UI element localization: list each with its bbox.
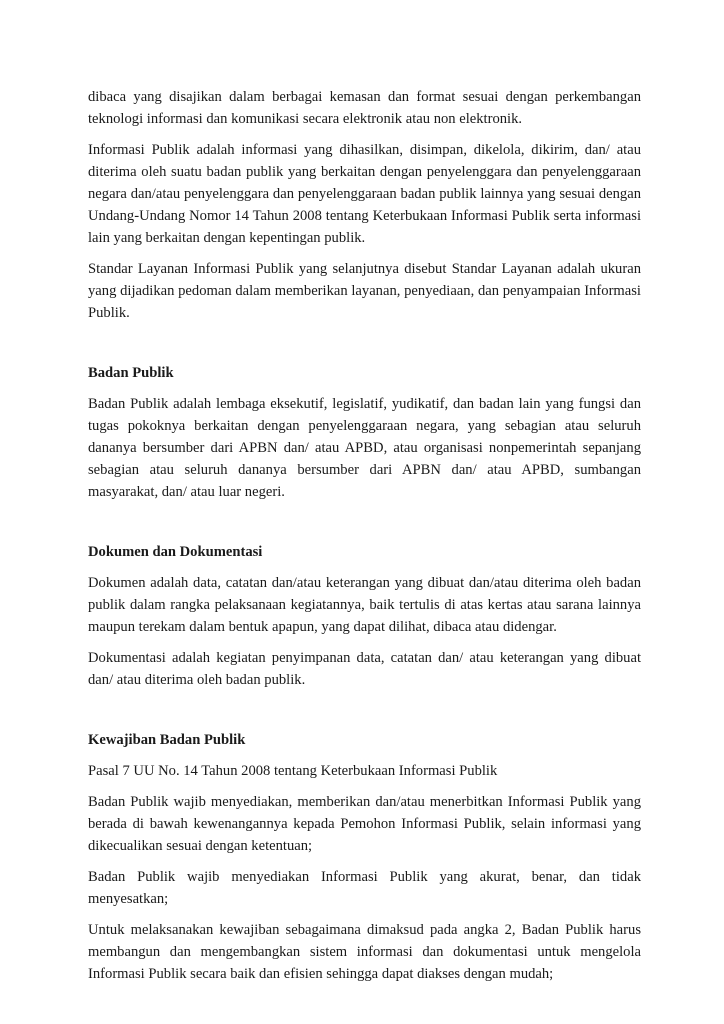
intro-paragraph-3: Standar Layanan Informasi Publik yang selanjutnya disebut Standar Layanan adalah ukuran yang dijadikan pedoman dalam memberikan layanan, penyediaan, dan penyampaian Informasi Publik.: [88, 261, 641, 321]
kewajiban-paragraph-1: Pasal 7 UU No. 14 Tahun 2008 tentang Keterbukaan Informasi Publik: [88, 763, 498, 779]
dokumen-paragraph-2: Dokumentasi adalah kegiatan penyimpanan data, catatan dan/ atau keterangan yang dibuat dan/ atau diterima oleh badan publik.: [88, 650, 641, 688]
kewajiban-paragraph-4: Untuk melaksanakan kewajiban sebagaimana dimaksud pada angka 2, Badan Publik harus membangun dan mengembangkan sistem informasi dan dokumentasi untuk mengelola Informasi Publik secara baik dan efisien sehingga dapat diakses dengan mudah;: [88, 922, 641, 982]
badan-publik-paragraph-1: Badan Publik adalah lembaga eksekutif, legislatif, yudikatif, dan badan lain yang fungsi dan tugas pokoknya berkaitan dengan penyelenggaraan negara, yang sebagian atau seluruh dananya bersumber dari APBN dan/ atau APBD, atau organisasi nonpemerintah sepanjang sebagian atau seluruh dananya bersumber dari APBN dan/ atau APBD, sumbangan masyarakat, dan/ atau luar negeri.: [88, 396, 641, 500]
intro-paragraph-1: dibaca yang disajikan dalam berbagai kemasan dan format sesuai dengan perkembangan teknologi informasi dan komunikasi secara elektronik atau non elektronik.: [88, 89, 641, 127]
section-heading-dokumen: Dokumen dan Dokumentasi: [88, 544, 263, 560]
section-heading-kewajiban: Kewajiban Badan Publik: [88, 732, 246, 748]
intro-paragraph-2: Informasi Publik adalah informasi yang dihasilkan, disimpan, dikelola, dikirim, dan/ atau diterima oleh suatu badan publik yang berkaitan dengan penyelenggara dan penyelenggaraan negara dan/atau penyelenggara dan penyelenggaraan badan publik lainnya yang sesuai dengan Undang-Undang Nomor 14 Tahun 2008 tentang Keterbukaan Informasi Publik serta informasi lain yang berkaitan dengan kepentingan publik.: [88, 142, 641, 246]
section-spacer: [88, 512, 641, 541]
kewajiban-paragraph-3: Badan Publik wajib menyediakan Informasi Publik yang akurat, benar, dan tidak menyesatkan;: [88, 869, 641, 907]
document-page: [88, 86, 641, 994]
section-heading-badan-publik: Badan Publik: [88, 365, 174, 381]
section-spacer: [88, 700, 641, 729]
kewajiban-paragraph-2: Badan Publik wajib menyediakan, memberikan dan/atau menerbitkan Informasi Publik yang berada di bawah kewenangannya kepada Pemohon Informasi Publik, selain informasi yang dikecualikan sesuai dengan ketentuan;: [88, 794, 641, 854]
dokumen-paragraph-1: Dokumen adalah data, catatan dan/atau keterangan yang dibuat dan/atau diterima oleh badan publik dalam rangka pelaksanaan kegiatannya, baik tertulis di atas kertas atau sarana lainnya maupun terekam dalam bentuk apapun, yang dapat dilihat, dibaca atau didengar.: [88, 575, 641, 635]
section-spacer: [88, 333, 641, 362]
